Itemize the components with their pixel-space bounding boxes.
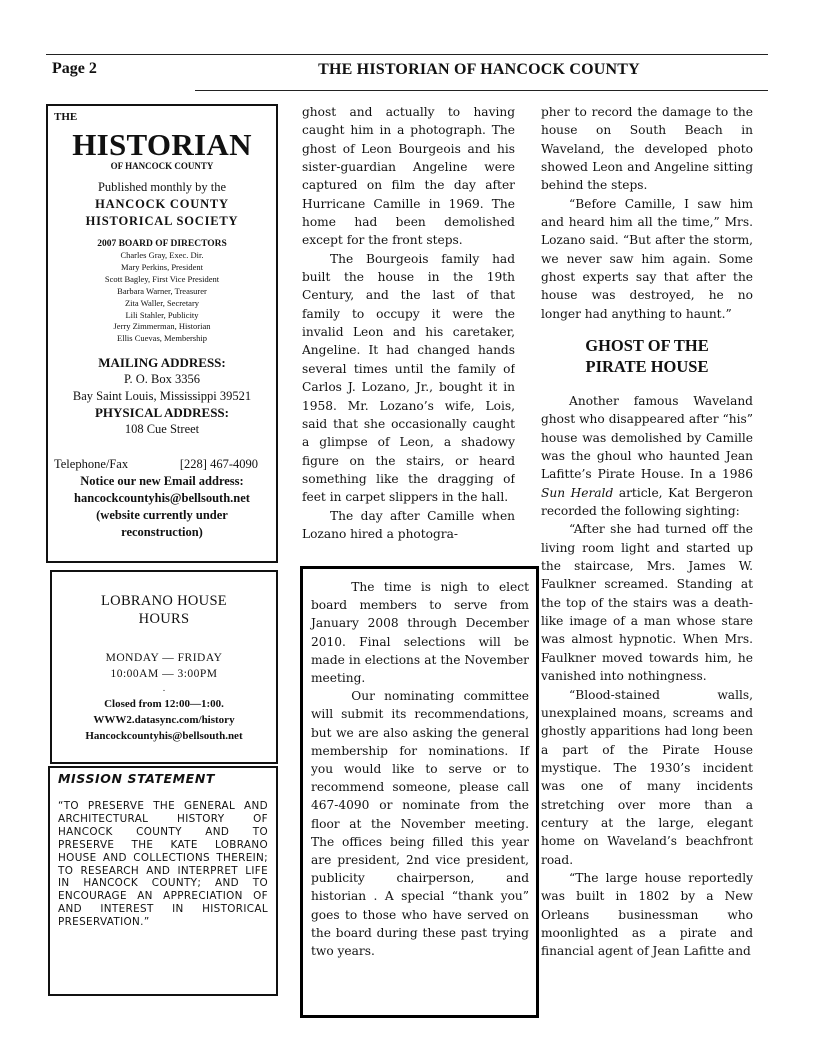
ghost-p1-b: article, Kat Bergeron recorded the following sighting: — [541, 485, 753, 519]
board-heading: 2007 BOARD OF DIRECTORS — [97, 239, 227, 249]
physical-address-heading: PHYSICAL ADDRESS: — [94, 405, 229, 421]
mailing-address-heading: MAILING ADDRESS: — [98, 355, 226, 371]
article-paragraph: “The large house reportedly was built in 1802 by a New Orleans businessman who moonlighted as a pirate and financial agent of Jean Lafitte and — [541, 870, 753, 959]
article-paragraph: “Before Camille, I saw him and heard him all the time,” Mrs. Lozano said. “But after the storm, we never saw him again. Some ghost experts say that after the house was destroyed, he no longer had anything to haunt.” — [541, 196, 753, 321]
article-paragraph: “Blood-stained walls, unexplained moans, screams and ghostly apparitions had long been a part of the Pirate House mystique. The 1930’s incident was one of many incidents stretching over more than a century at the large, elegant home on Waveland’s beachfront road. — [541, 687, 753, 867]
phone-label: Telephone/Fax — [54, 457, 129, 472]
board-member: Scott Bagley, First Vice President — [104, 273, 220, 284]
header-bottom-rule — [195, 90, 768, 91]
hours-times: 10:00AM — 3:00PM — [110, 668, 218, 680]
website-note-2: reconstruction) — [121, 525, 203, 540]
board-member: Zita Waller, Secretary — [124, 297, 200, 308]
board-member: Lili Stahler, Publicity — [125, 309, 199, 320]
board-member: Barbara Warner, Treasurer — [117, 285, 207, 296]
society-name-1: HANCOCK COUNTY — [95, 197, 229, 211]
email-notice: Notice our new Email address: — [80, 474, 244, 489]
notice-paragraph: The time is nigh to elect board members to serve from January 2008 through December 2010. Final selections will be made in elections at the November meeting. — [311, 580, 529, 686]
article-column-3 — [541, 103, 753, 323]
website-note-1: (website currently under — [96, 508, 228, 523]
article-paragraph: ghost and actually to having caught him in a photograph. The ghost of Leon Bourgeois and his sister-guardian Angeline were captured on film the day after Hurricane Camille in 1969. The home had been demolished except for the front steps. — [302, 105, 515, 248]
board-member: Jerry Zimmerman, Historian — [113, 321, 211, 332]
notice-text — [311, 578, 529, 960]
article-column-2 — [302, 103, 515, 559]
notice-paragraph: Our nominating committee will submit its recommendations, but we are also asking the general membership for nominations. If you would like to serve or to recommend someone, please call 467-4090 or nominate from the floor at the November meeting. The offices being filled this year are president, 2nd vice president, publicity chairperson, and historian . A special “thank you” goes to those who have served on the board during these past trying two years. — [311, 689, 529, 959]
masthead-subtitle: OF HANCOCK COUNTY — [110, 161, 214, 171]
ghost-p1-a: Another famous Waveland ghost who disappeared after “his” house was demolished by Camille was the ghoul who haunted Jean Lafitte’s Pirate House. In a 1986 — [541, 394, 753, 482]
board-member: Charles Gray, Exec. Dir. — [120, 250, 204, 260]
mission-text: “TO PRESERVE THE GENERAL AND ARCHITECTURAL HISTORY OF HANCOCK COUNTY AND TO PRESERVE THE KATE LOBRANO HOUSE AND COLLECTIONS THEREIN; TO RESEARCH AND INTERPRET LIFE IN HANCOCK COUNTY; AND TO ENCOURAGE AN APPRECIATION OF AND INTEREST IN HISTORICAL PRESERVATION.” — [58, 800, 268, 929]
running-title: THE HISTORIAN OF HANCOCK COUNTY — [318, 61, 640, 78]
article-paragraph: pher to record the damage to the house on South Beach in Waveland, the developed photo showed Leon and Angeline sitting behind the steps. — [541, 105, 753, 193]
ghost-article-heading — [541, 335, 753, 377]
article-paragraph — [541, 392, 753, 520]
street-line: 108 Cue Street — [124, 422, 200, 437]
hours-website: WWW2.datasync.com/history — [93, 714, 235, 726]
article-paragraph: The day after Camille when Lozano hired a photogra- — [302, 508, 515, 541]
ghost-heading-line-2: PIRATE HOUSE — [585, 357, 709, 376]
masthead-box — [46, 104, 278, 563]
masthead-title: HISTORIAN — [72, 127, 252, 162]
board-member: Mary Perkins, President — [121, 261, 203, 272]
closed-line: Closed from 12:00—1:00. — [104, 698, 224, 710]
masthead-the: THE — [54, 111, 78, 123]
phone-number: [228] 467-4090 — [179, 457, 258, 472]
mission-box — [48, 766, 278, 996]
hours-dot: . — [162, 683, 166, 693]
mission-heading: MISSION STATEMENT — [58, 771, 216, 786]
hours-email: Hancockcountyhis@bellsouth.net — [85, 730, 243, 742]
hours-days: MONDAY — FRIDAY — [105, 652, 223, 664]
ghost-article-body — [541, 392, 753, 961]
email-address: hancockcountyhis@bellsouth.net — [74, 491, 250, 506]
phone-line — [52, 456, 272, 473]
article-paragraph: The Bourgeois family had built the house in the 19th Century, and the last of that family to occupy it were the invalid Leon and his caretaker, Angeline. It had changed hands several times until the family of Carlos J. Lozano, Jr., bought it in 1958. Mr. Lozano’s wife, Lois, said that she occasionally caught a glimpse of Leon, a shadowy figure on the stairs, or heard something like the dragging of feet in carpet slippers in the hall. — [302, 251, 515, 505]
hours-heading-2: HOURS — [138, 611, 190, 627]
board-member: Ellis Cuevas, Membership — [117, 333, 207, 344]
page-number: Page 2 — [52, 60, 97, 77]
newspaper-name: Sun Herald — [541, 485, 614, 500]
board-election-notice-box — [300, 566, 539, 1018]
header-top-rule — [46, 54, 768, 55]
article-paragraph: “After she had turned off the living room light and started up the staircase, Mrs. James W. Faulkner screamed. Standing at the top of the stairs was a death-like image of a man whose stare was almost hypnotic. When Mrs. Faulkner moved towards him, he vanished into nothingness. — [541, 522, 753, 684]
city-line: Bay Saint Louis, Mississippi 39521 — [72, 389, 252, 404]
hours-box — [50, 570, 278, 764]
ghost-heading-line-1: GHOST OF THE — [585, 336, 709, 355]
hours-heading-1: LOBRANO HOUSE — [101, 593, 227, 609]
society-name-2: HISTORICAL SOCIETY — [85, 214, 239, 228]
published-line: Published monthly by the — [97, 180, 227, 194]
po-box: P. O. Box 3356 — [123, 372, 201, 387]
